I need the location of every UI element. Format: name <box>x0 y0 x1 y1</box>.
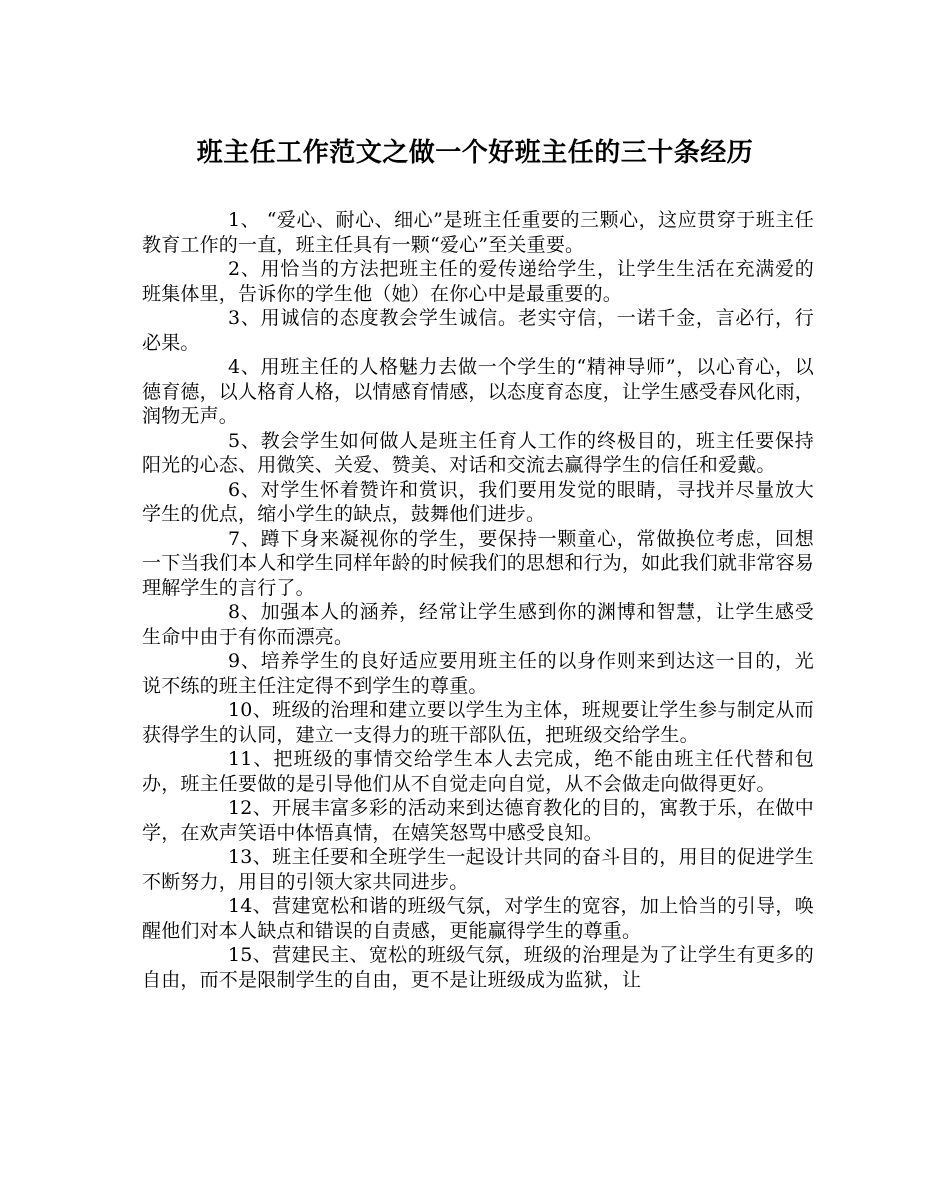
paragraph-2: 2、用恰当的方法把班主任的爱传递给学生，让学生生活在充满爱的班集体里，告诉你的学生他（她）在你心中是最重要的。 <box>142 258 814 305</box>
paragraph-15: 15、营建民主、宽松的班级气氛，班级的治理是为了让学生有更多的自由，而不是限制学生的自由，更不是让班级成为监狱，让 <box>142 944 814 991</box>
paragraph-5: 5、教会学生如何做人是班主任育人工作的终极目的，班主任要保持阳光的心态、用微笑、关爱、赞美、对话和交流去赢得学生的信任和爱戴。 <box>142 429 814 476</box>
paragraph-6: 6、对学生怀着赞许和赏识，我们要用发觉的眼睛，寻找并尽量放大学生的优点，缩小学生的缺点，鼓舞他们进步。 <box>142 478 814 525</box>
paragraph-1: 1、 “爱心、耐心、细心”是班主任重要的三颗心，这应贯穿于班主任教育工作的一直，班主任具有一颗“爱心”至关重要。 <box>142 209 814 256</box>
paragraph-8: 8、加强本人的涵养，经常让学生感到你的渊博和智慧，让学生感受生命中由于有你而漂亮。 <box>142 601 814 648</box>
paragraph-7: 7、蹲下身来凝视你的学生，要保持一颗童心，常做换位考虑，回想一下当我们本人和学生同样年龄的时候我们的思想和行为，如此我们就非常容易理解学生的言行了。 <box>142 527 815 599</box>
paragraph-13: 13、班主任要和全班学生一起设计共同的奋斗目的，用目的促进学生不断努力，用目的引领大家共同进步。 <box>142 846 814 893</box>
paragraph-9: 9、培养学生的良好适应要用班主任的以身作则来到达这一目的，光说不练的班主任注定得不到学生的尊重。 <box>142 650 814 697</box>
paragraph-14: 14、营建宽松和谐的班级气氛，对学生的宽容，加上恰当的引导，唤醒他们对本人缺点和错误的自责感，更能赢得学生的尊重。 <box>142 895 814 942</box>
paragraph-12: 12、开展丰富多彩的活动来到达德育教化的目的，寓教于乐，在做中学，在欢声笑语中体悟真情，在嬉笑怒骂中感受良知。 <box>142 797 814 844</box>
document-body <box>142 208 814 992</box>
paragraph-11: 11、把班级的事情交给学生本人去完成，绝不能由班主任代替和包办，班主任要做的是引导他们从不自觉走向自觉，从不会做走向做得更好。 <box>142 748 814 795</box>
document-title: 班主任工作范文之做一个好班主任的三十条经历 <box>196 138 754 168</box>
paragraph-3: 3、用诚信的态度教会学生诚信。老实守信，一诺千金，言必行，行必果。 <box>142 307 814 354</box>
paragraph-10: 10、班级的治理和建立要以学生为主体，班规要让学生参与制定从而获得学生的认同，建立一支得力的班干部队伍，把班级交给学生。 <box>142 699 814 746</box>
paragraph-4: 4、用班主任的人格魅力去做一个学生的“精神导师”，以心育心，以德育德，以人格育人格，以情感育情感，以态度育态度，让学生感受春风化雨，润物无声。 <box>142 356 815 427</box>
